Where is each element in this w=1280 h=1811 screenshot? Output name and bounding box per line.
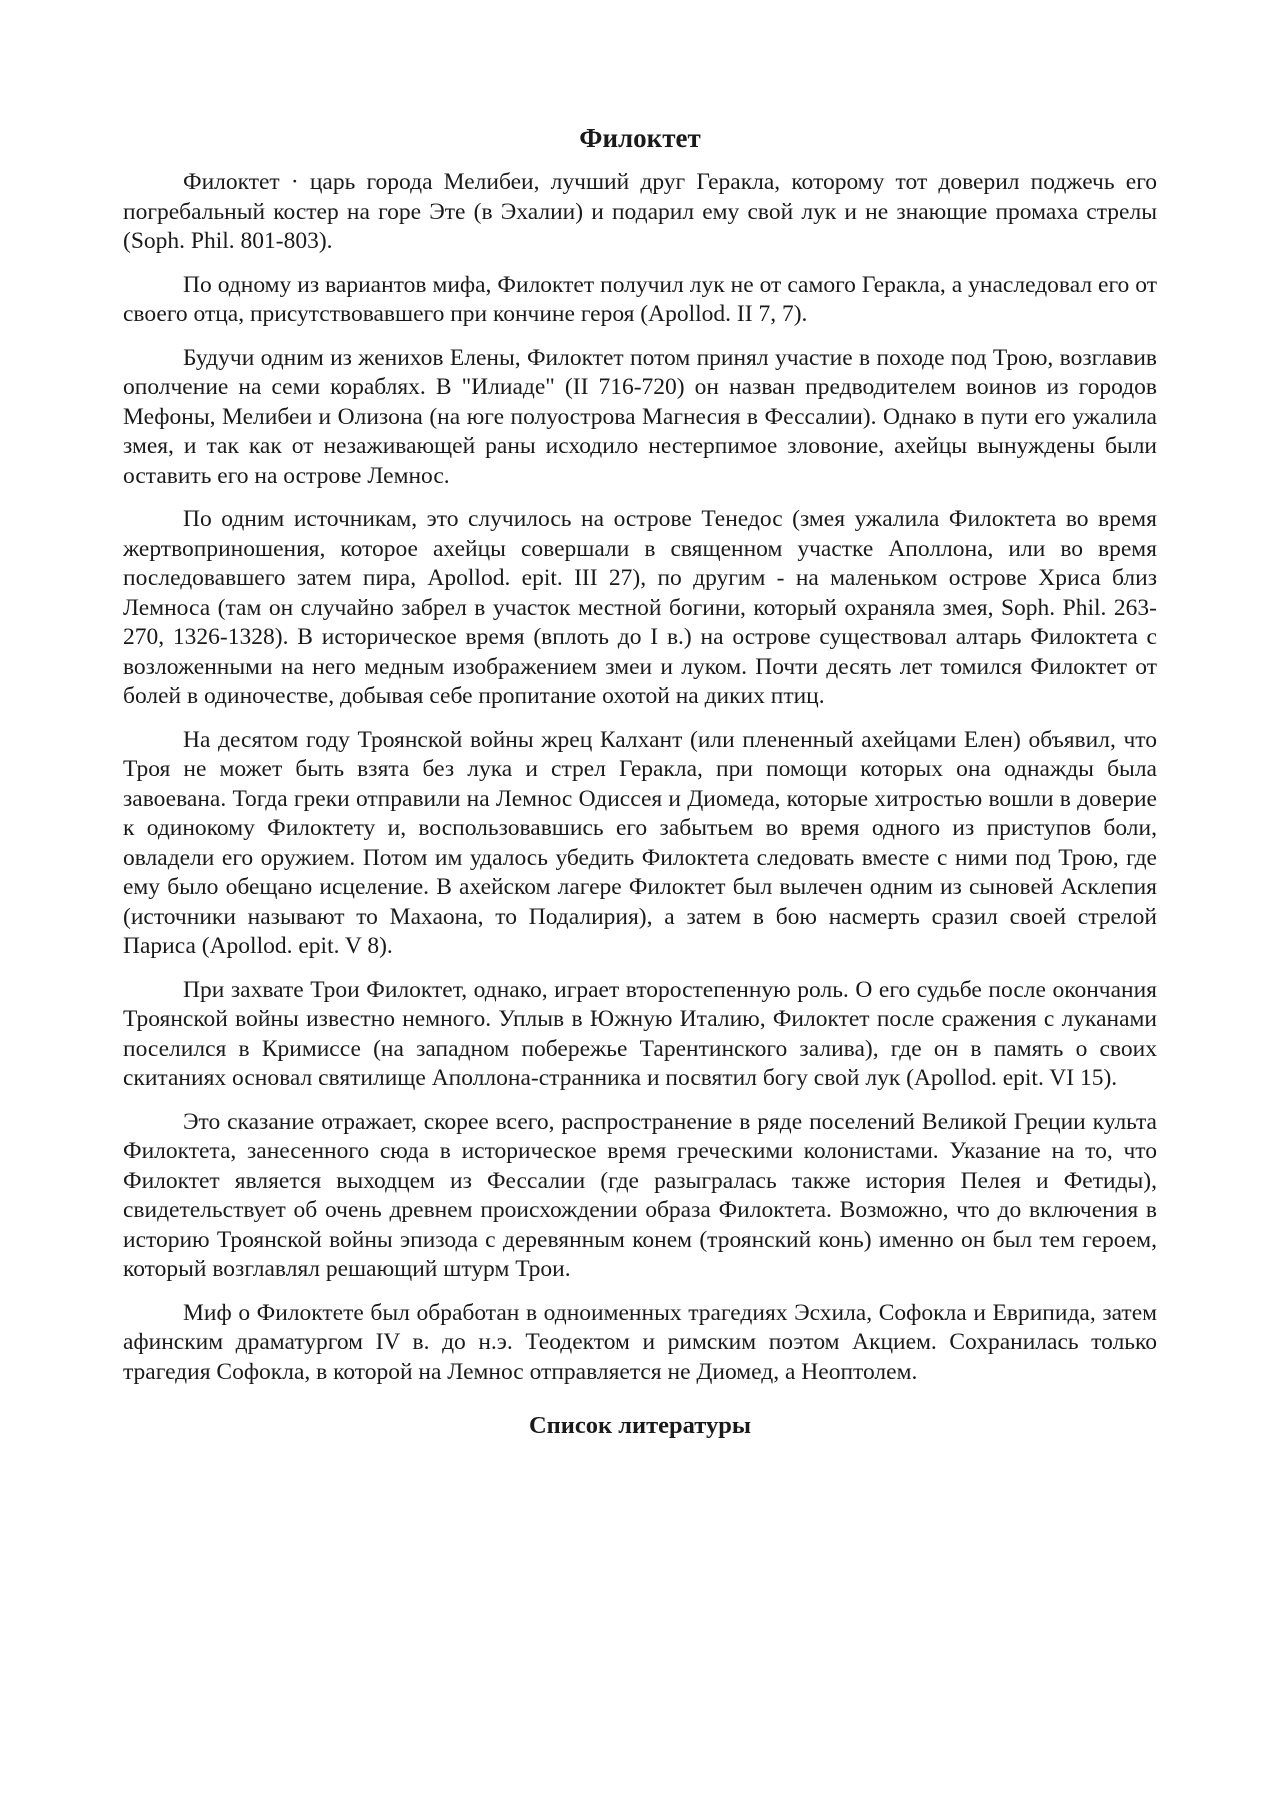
paragraph: Филоктет · царь города Мелибеи, лучший друг Геракла, которому тот доверил поджечь его погребальный костер на горе Эте (в Эхалии) и подарил ему свой лук и не знающие промаха стрелы (Soph. Phil. 801-803). — [123, 169, 1157, 254]
paragraph: По одним источникам, это случилось на острове Тенедос (змея ужалила Филоктета во время жертвоприношения, которое ахейцы совершали в священном участке Аполлона, или во время последовавшего затем пира, Apollod. epit. III 27), по другим - на маленьком острове Хриса близ Лемноса (там он случайно забрел в участок местной богини, который охраняла змея, Soph. Phil. 263-270, 1326-1328). В историческое время (вплоть до I в.) на острове существовал алтарь Филоктета с возложенными на него медным изображением змеи и луком. Почти десять лет томился Филоктет от болей в одиночестве, добывая себе пропитание охотой на диких птиц. — [123, 506, 1157, 709]
paragraph: Будучи одним из женихов Елены, Филоктет потом принял участие в походе под Трою, возглавив ополчение на семи кораблях. В "Илиаде" (II 716-720) он назван предводителем воинов из городов Мефоны, Мелибеи и Олизона (на юге полуострова Магнесия в Фессалии). Однако в пути его ужалила змея, и так как от незаживающей раны исходило нестерпимое зловоние, ахейцы вынуждены были оставить его на острове Лемнос. — [123, 344, 1157, 489]
paragraph: Это сказание отражает, скорее всего, распространение в ряде поселений Великой Греции культа Филоктета, занесенного сюда в историческое время греческими колонистами. Указание на то, что Филоктет является выходцем из Фессалии (где разыгралась также история Пелея и Фетиды), свидетельствует об очень древнем происхождении образа Филоктета. Возможно, что до включения в историю Троянской войны эпизода с деревянным конем (троянский конь) именно он был тем героем, который возглавлял решающий штурм Трои. — [123, 1108, 1157, 1282]
paragraph: По одному из вариантов мифа, Филоктет получил лук не от самого Геракла, а унаследовал его от своего отца, присутствовавшего при кончине героя (Apollod. II 7, 7). — [123, 271, 1157, 327]
paragraph: На десятом году Троянской войны жрец Калхант (или плененный ахейцами Елен) объявил, что Троя не может быть взята без лука и стрел Геракла, при помощи которых она однажды была завоевана. Тогда греки отправили на Лемнос Одиссея и Диомеда, которые хитростью вошли в доверие к одинокому Филоктету и, воспользовавшись его забытьем во время одного из приступов боли, овладели его оружием. Потом им удалось убедить Филоктета следовать вместе с ними под Трою, где ему было обещано исцеление. В ахейском лагере Филоктет был вылечен одним из сыновей Асклепия (источники называют то Махаона, то Подалирия), а затем в бою насмерть сразил своей стрелой Париса (Apollod. epit. V 8). — [123, 726, 1157, 959]
paragraph: Миф о Филоктете был обработан в одноименных трагедиях Эсхила, Софокла и Еврипида, затем афинским драматургом IV в. до н.э. Теодектом и римским поэтом Акцием. Сохранилась только трагедия Софокла, в которой на Лемнос отправляется не Диомед, а Неоптолем. — [123, 1299, 1157, 1385]
paragraph: При захвате Трои Филоктет, однако, играет второстепенную роль. О его судьбе после окончания Троянской войны известно немного. Уплыв в Южную Италию, Филоктет после сражения с луканами поселился в Кримиссе (на западном побережье Тарентинского залива), где он в память о своих скитаниях основал святилище Аполлона-странника и посвятил богу свой лук (Apollod. epit. VI 15). — [123, 976, 1157, 1091]
document-title: Филоктет — [579, 123, 701, 153]
document-body — [123, 118, 1157, 1443]
bibliography-heading: Список литературы — [528, 1412, 752, 1439]
